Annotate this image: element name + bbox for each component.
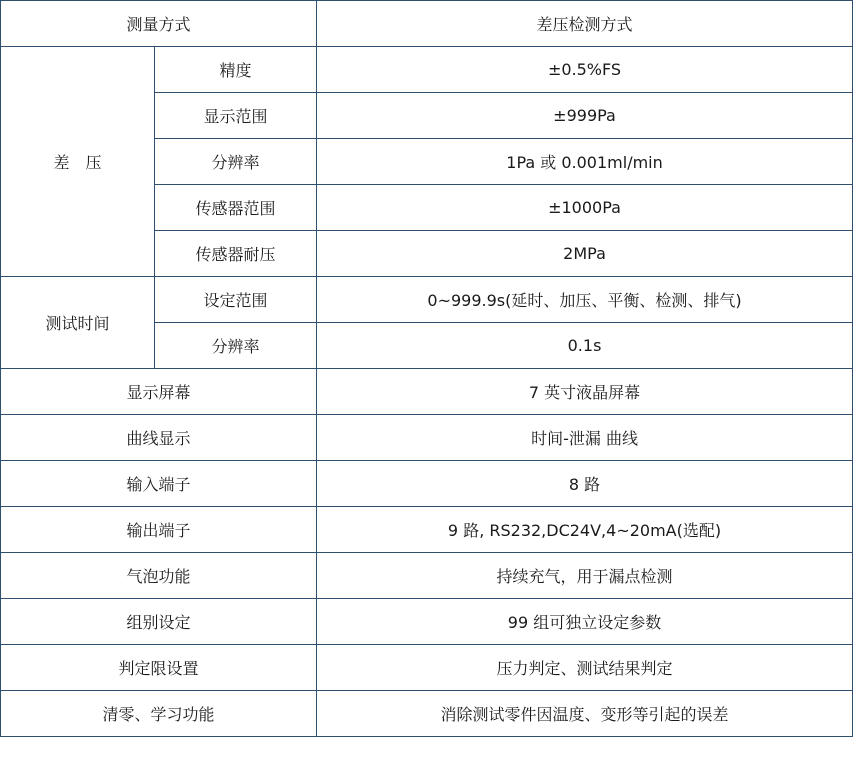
table-row [1,277,853,323]
row-value: ±999Pa [317,93,853,139]
row-value: 0~999.9s(延时、加压、平衡、检测、排气) [317,277,853,323]
row-value: 0.1s [317,323,853,369]
row-value: 99 组可独立设定参数 [317,599,853,645]
row-label: 输出端子 [1,507,317,553]
test-time-group-label: 测试时间 [1,277,155,369]
row-value: 持续充气，用于漏点检测 [317,553,853,599]
row-label: 组别设定 [1,599,317,645]
table-row [1,461,853,507]
row-value: 8 路 [317,461,853,507]
row-label: 设定范围 [155,277,317,323]
row-label: 显示屏幕 [1,369,317,415]
table-row [1,1,853,47]
table-row [1,47,853,93]
table-row [1,553,853,599]
table-row [1,691,853,737]
row-value: 时间-泄漏 曲线 [317,415,853,461]
row-label: 分辨率 [155,323,317,369]
row-value: 消除测试零件因温度、变形等引起的误差 [317,691,853,737]
row-label: 输入端子 [1,461,317,507]
row-value: 9 路, RS232,DC24V,4~20mA(选配) [317,507,853,553]
table-row [1,507,853,553]
row-label: 精度 [155,47,317,93]
row-label: 清零、学习功能 [1,691,317,737]
row-label: 传感器范围 [155,185,317,231]
table-row [1,645,853,691]
measure-method-value: 差压检测方式 [317,1,853,47]
table-row [1,369,853,415]
row-label: 传感器耐压 [155,231,317,277]
row-value: 7 英寸液晶屏幕 [317,369,853,415]
table-row [1,415,853,461]
row-label: 判定限设置 [1,645,317,691]
row-label: 曲线显示 [1,415,317,461]
row-value: 2MPa [317,231,853,277]
measure-method-label: 测量方式 [1,1,317,47]
row-value: 压力判定、测试结果判定 [317,645,853,691]
row-label: 气泡功能 [1,553,317,599]
row-value: 1Pa 或 0.001ml/min [317,139,853,185]
row-value: ±0.5%FS [317,47,853,93]
row-label: 显示范围 [155,93,317,139]
diff-pressure-group-label: 差 压 [1,47,155,277]
table-row [1,599,853,645]
row-value: ±1000Pa [317,185,853,231]
row-label: 分辨率 [155,139,317,185]
